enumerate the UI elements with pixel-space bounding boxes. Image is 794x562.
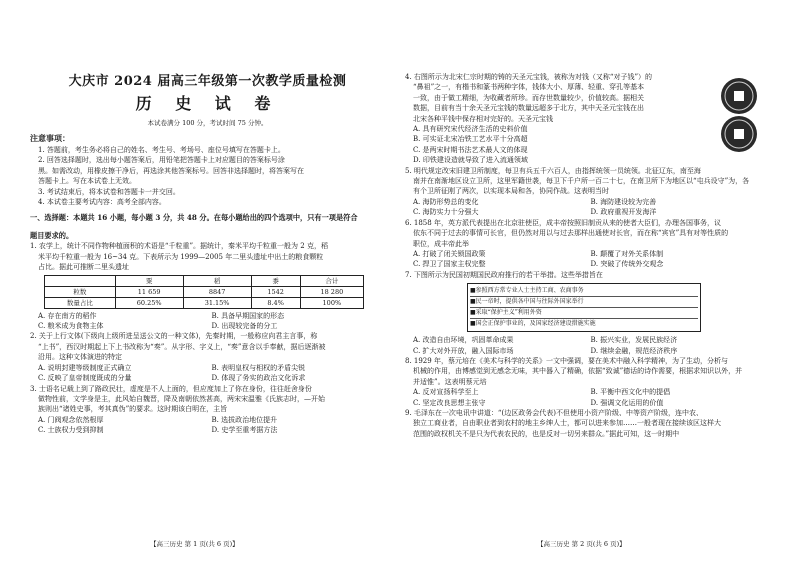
q4-text: 一致，由于做工精细，为收藏者所珍。而存世数量较少，价值较高。据相关 [413,93,644,102]
table-cell: 1542 [251,286,300,297]
option-b: B. 选拔政治地位提升 [211,415,278,424]
table-row [45,297,364,308]
q2-text: 2. 关于上行文体(下级向上级所进呈送公文的一种文体)，先秦时期，一般称应向君主言事，称 [30,332,318,341]
right-page [397,0,794,562]
q8-options [405,398,768,408]
exam-subtitle: 历 史 试 卷 [135,94,280,113]
notice-line: 2. 回答选择题时，选出每小题答案后，用铅笔把答题卡上对应题目的答案标号涂 [38,156,285,165]
option-d: D. 强调文化运用的价值 [590,398,664,407]
option-c: C. 是两宋时期书法艺术最人文的体现 [413,145,528,154]
option-a: A. 改造自由环境，巩固革命成果 [413,336,514,345]
q1-text: 米平均千粒重一般为 16~34 克。下表所示为 1999—2005 年二里头遗址中出土的粮食颗粒 [38,252,324,261]
coin-image [714,76,764,156]
notice-heading: 注意事项： [30,133,70,143]
q7-options [405,335,768,345]
table-cell: 60.25% [115,297,183,308]
option-a: A. 说明封建等级制度正式确立 [38,363,132,372]
q2-text: “上书”，西汉时期起上下上书改称为“奏”。从字形、字义上，“奏”意含以手奉献，据后逐渐被 [38,342,326,351]
q3-options [30,415,385,425]
option-c: C. 反映了皇帝制度既成的分量 [38,374,132,383]
diagram-row: ■国会正保护事业的，及国家经济建设措施实施 [470,320,596,328]
option-c: C. 捍卫了国家主权完整 [413,260,486,269]
q4-text: 数据，目前有当十余天圣元宝钱的数量远超多于北方，其中天圣元宝钱在出 [413,104,644,113]
notice-line: 答题卡上。写在本试卷上无效。 [38,177,136,186]
q4-text: 4. 右图所示为北宋仁宗时期的铸的天圣元宝钱，被称为对钱（又称“对子钱”）的 [405,73,653,81]
option-a: A. 存在南方的稻作 [38,311,97,320]
q5-options [405,207,768,217]
option-b: B. 可实证北宋冶铁工艺水平十分高超 [413,135,528,144]
q8-options [405,387,768,397]
diagram-row: ■参照西方常专业人士主持工商、农商事务 [470,286,698,297]
page-footer: 【高三历史 第 2 页(共 6 页)】 [537,540,626,548]
option-b: B. 具备早期国家的形态 [211,311,285,320]
notice-line: 3. 考试结束后，将本试卷和答题卡一并交回。 [38,187,180,196]
q9-text: 9. 毛泽东在一次电讯中讲道：“(边区政务会代表)不但使用小资产阶级、中等资产阶级，连中农、 [405,408,703,417]
q2-options [30,373,385,383]
option-d: D. 出现较完备的分工 [211,322,278,331]
q5-text: 有个卫所征刚了两次，以实现本局和各，协同作战。这表明当时 [413,187,609,196]
notice-line: 4. 本试卷主要考试内容：高考全部内容。 [38,198,166,207]
q8-text: 并适惟”。这表明蔡元培 [413,377,487,386]
option-b: B. 平衡中西文化中的提倡 [590,388,671,397]
q7-options [405,346,768,356]
q7-text: 7. 下图所示为民国初期国民政府推行的若干举措。这些举措旨在 [405,270,603,279]
option-c: C. 海防实力十分强大 [413,208,479,217]
q1-options [30,311,385,321]
option-c: C. 扩大对外开放，融入国际市场 [413,346,514,355]
table-header: 稻 [183,275,251,286]
option-d: D. 体现了务实的政治文化诉求 [211,374,306,383]
exam-title: 大庆市 2024 届高三年级第一次教学质量检测 [68,74,347,89]
table-row [45,286,364,297]
q5-text: 南并在南渐地区设立卫所，这里军籍世袭，每卫下千户所一百二十七，在南卫所下为地区以“屯兵设守”为，各 [413,177,750,186]
table-cell: 8.4% [251,297,300,308]
notice-line: 1. 答题前，考生务必将自己的姓名、考生号、考场号、座位号填写在答题卡上。 [38,146,285,154]
table-cell: 数量占比 [45,297,116,308]
option-a: A. 具有研究宋代经济生活的史料价值 [413,125,528,134]
table-cell: 31.15% [183,297,251,308]
q6-text: 依东不同于过去的事情可长官，但仍然对用以与过去那样出通使对长官，而在称“宾官”具有对等性质的 [413,229,729,238]
q1-options [30,321,385,331]
q1-text: 占比。据此可推断二里头遗址 [38,263,129,272]
table-header [45,275,116,286]
option-b: B. 颠覆了对外关系体制 [590,249,664,258]
table-header: 合计 [300,275,363,286]
q4-text: “鼻祖”之一，有楷书和篆书两种字体，钱体大小、厚薄、轻重、穿孔等基本 [413,83,645,92]
option-d: D. 史学至重考据方法 [211,426,278,435]
table-header: 粟 [115,275,183,286]
option-b: B. 表明皇权与相权的矛盾尖锐 [211,363,306,372]
q6-options [405,249,768,259]
section-heading-cont: 题目要求的。 [30,231,74,241]
exam-meta: 本试卷满分 100 分，考试时间 75 分钟。 [147,119,268,127]
q8-text: 机械的作用，由博感觉到无感念无味，其中器入了精确，依据“致诚”德话的诗作需要，根据求知识以外，并 [413,367,743,376]
q9-text: 范围的政权机关不是只为代表农民的，也是反对一切另来群众。”据此可知，这一时期中 [413,429,680,438]
option-d: D. 继续金融，规范经济秩序 [590,346,678,355]
q6-options [405,259,768,269]
q2-text: 沿用。这种文体演进的特定 [38,353,122,362]
q2-options [30,363,385,373]
q5-text: 5. 明代规定改宋旧建卫所制度，每卫有兵五千六百人，由指挥统领一员统领。北征辽东，南至海 [405,166,701,175]
policy-diagram [467,283,701,332]
option-a: A. 打破了闭关锁国政策 [413,249,486,258]
option-b: B. 海防建设较为完善 [590,197,657,206]
table-cell: 粒数 [45,286,116,297]
option-d: D. 印铁建设造就导致了进入流通领域 [413,156,528,165]
q3-text: 做物性前，文学身是主，此风始自魏晋，降及南朝依然甚高，两宋宋温雅《氏族志时，—开始 [38,394,325,403]
q8-text: 8. 1929 年，蔡元培在《美术与科学的关系》一文中强调，要在美术中融入科学精神，为了生动，分析与 [405,356,728,365]
q6-text: 职位，成丰帝此举 [413,239,469,248]
option-d: D. 突破了传统外交观念 [590,260,664,269]
option-c: C. 粮米成为食物主体 [38,322,104,331]
table-header: 黍 [251,275,300,286]
table-cell: 100% [300,297,363,308]
table-cell: 11 659 [115,286,183,297]
section-heading: 一、选择题：本题共 16 小题，每小题 3 分，共 48 分。在每小题给出的四个选项中，只有一项是符合 [30,213,358,223]
table-cell: 8847 [183,286,251,297]
option-b: B. 振兴实业，发展民族经济 [590,336,678,345]
grain-table [44,275,364,309]
q6-text: 6. 1858 年，英方派代表提出在北京驻使臣，成丰帝按照旧制贡从来的使者大臣们，办理各国事务，议 [405,218,721,227]
table-cell: 18 280 [300,286,363,297]
diagram-row: ■民一帝时，提供各中国与往际外国家举行 [470,297,698,308]
q9-text: 独立工商业者，自由职业者到农村的地主乡绅人士，都可以进来参加……一般者现在接续该区这样大 [413,419,721,428]
notice-line: 黑。如需改动，用橡皮擦干净后，再选涂其他答案标号。回答非选择题时，将答案写在 [38,166,304,175]
option-a: A. 海防形势总的变化 [413,197,479,206]
q3-text: 3. 士语名记载上到了路政民壮，虚度是不人上面的，但应度加上了你在身份，往往赶舍身份 [30,384,312,393]
q4-text: 北宋各种平钱中保存相对完好的。天圣元宝钱 [413,114,553,123]
q3-options [30,425,385,435]
page-footer: 【高三历史 第 1 页(共 6 页)】 [150,540,239,548]
option-a: A. 反对宣扬科学至上 [413,388,479,397]
q5-options [405,197,768,207]
option-a: A. 门阀观念依然根厚 [38,415,104,424]
option-c: C. 士族权力受到抑制 [38,426,104,435]
q3-text: 族则出“诸姓史事，考其真伪”的要求。这时期该白明在，主旨 [38,405,228,414]
option-c: C. 坚定改良思想主张守 [413,398,486,407]
diagram-row: ■采取“保护主义”利用外资 [470,308,698,319]
q1-text: 1. 农学上，统计不同作物种植面积的术语是“千粒重”。据统计，秦米平均千粒重一般为 2 克，稻 [30,242,328,251]
option-d: D. 政府重视开发海洋 [590,208,657,217]
